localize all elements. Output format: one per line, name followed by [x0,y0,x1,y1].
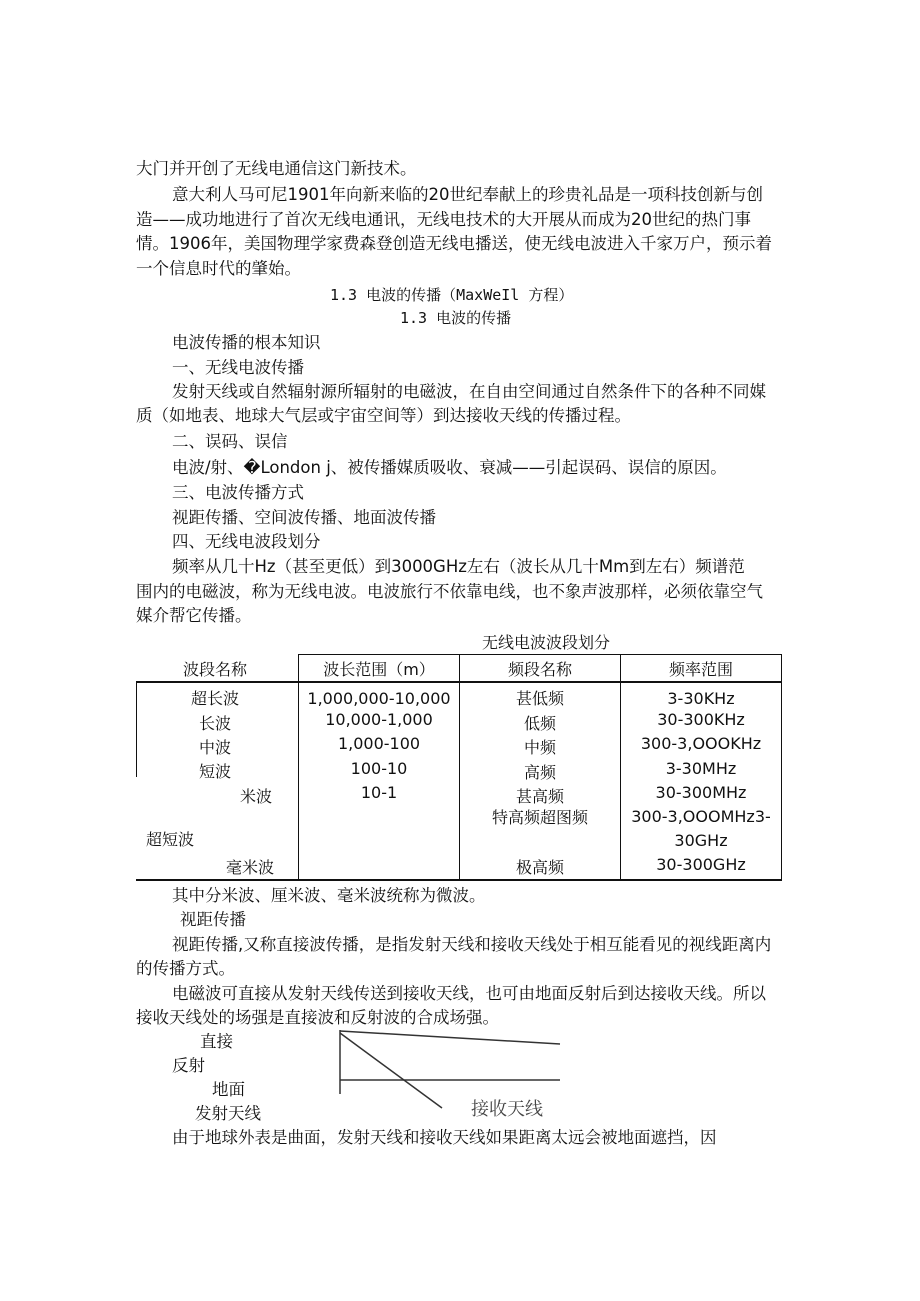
paragraph-line: 情。1906年，美国物理学家费森登创造无线电播送，使无线电波进入千家万户，预示着 [136,234,772,253]
section-title: 一、无线电波传播 [172,358,304,377]
table-cell: 30GHz [674,831,728,850]
table-cell: 300-3,OOOKHz [640,734,762,753]
body-text: 电波/射、�London j、被传播媒质吸收、衰减——引起误码、误信的原因。 [172,458,727,477]
table-cell: 高频 [523,763,556,782]
table-cell: 1,000-100 [337,734,421,753]
diagram-label-direct: 直接 [200,1032,233,1051]
direct-path-line [340,1031,560,1044]
paragraph-line: 意大利人马可尼1901年向新来临的20世纪奉献上的珍贵礼品是一项科技创新与创 [172,185,763,204]
table-cell: 30-300MHz [655,783,747,802]
table-cell: 30-300GHz [656,855,746,874]
intro-line: 大门并开创了无线电通信这门新技术。 [136,159,417,178]
table-cell: 甚高频 [515,787,564,806]
section-title: 视距传播 [180,910,246,929]
section-title: 三、电波传播方式 [172,483,304,502]
section-title: 二、误码、误信 [172,432,288,451]
table-cell: 甚低频 [515,689,564,708]
paragraph-line: 由于地球外表是曲面，发射天线和接收天线如果距离太远会被地面遮挡，因 [172,1128,717,1147]
table-left-rule [136,681,137,777]
table-cell: 极高频 [515,858,564,877]
paragraph-line: 接收天线处的场强是直接波和反射波的合成场强。 [136,1008,499,1027]
column-header: 频段名称 [507,660,572,679]
table-cell: 10-1 [360,783,398,802]
table-cell: 3-30KHz [667,689,735,708]
paragraph-line: 发射天线或自然辐射源所辐射的电磁波，在自由空间通过自然条件下的各种不同媒 [172,382,766,401]
body-text: 其中分米波、厘米波、毫米波统称为微波。 [172,886,486,905]
column-header: 频率范围 [668,660,733,679]
diagram-label-rx: 接收天线 [471,1099,543,1120]
table-cell: 特高频超图频 [491,808,588,827]
reflected-path-line [340,1033,442,1108]
table-cell: 超长波 [190,689,239,708]
table-cell: 30-300KHz [657,710,745,729]
column-header: 波长范围（m） [323,660,435,679]
table-cell: 长波 [198,714,231,733]
table-cell: 低频 [523,714,556,733]
table-cell: 300-3,OOOMHz3- [631,807,771,826]
table-caption: 无线电波波段划分 [481,633,610,652]
section-title: 四、无线电波段划分 [172,532,321,551]
paragraph-line: 频率从几十Hz（甚至更低）到3000GHz左右（波长从几十Mm到左右）频谱范 [172,557,745,576]
column-header: 波段名称 [182,660,247,679]
table-cell: 毫米波 [226,858,275,877]
paragraph-line: 质（如地表、地球大气层或宇宙空间等）到达接收天线的传播过程。 [136,406,631,425]
diagram-label-tx: 发射天线 [195,1104,261,1123]
paragraph-line: 电磁波可直接从发射天线传送到接收天线，也可由地面反射后到达接收天线。所以 [172,984,766,1003]
table-cell: 1,000,000-10,000 [307,689,451,708]
table-cell: 超短波 [146,830,195,849]
table-cell: 100-10 [350,759,408,778]
diagram-label-reflect: 反射 [172,1056,205,1075]
paragraph-line: 一个信息时代的肇始。 [136,259,301,278]
table-top-rule [298,654,782,655]
table-cell: 中波 [198,738,231,757]
table-right-rule [781,654,782,880]
section-subheading: 1.3 电波的传播 [400,309,512,327]
body-text: 电波传播的根本知识 [172,333,321,352]
table-cell: 米波 [240,787,273,806]
body-text: 视距传播、空间波传播、地面波传播 [172,508,436,527]
section-heading: 1.3 电波的传播（MaxWeIl 方程） [330,286,574,304]
paragraph-line: 的传播方式。 [136,959,235,978]
paragraph-line: 媒介帮它传播。 [136,606,252,625]
paragraph-line: 视距传播,又称直接波传播，是指发射天线和接收天线处于相互能看见的视线距离内 [172,935,772,954]
table-cell: 10,000-1,000 [325,710,433,729]
table-cell: 短波 [198,762,231,781]
table-cell: 3-30MHz [665,759,737,778]
paragraph-line: 围内的电磁波，称为无线电波。电波旅行不依靠电线，也不象声波那样，必须依靠空气 [136,582,763,601]
table-cell: 中频 [523,738,556,757]
diagram-label-ground: 地面 [212,1080,245,1099]
paragraph-line: 造——成功地进行了首次无线电通讯，无线电技术的大开展从而成为20世纪的热门事 [136,210,751,229]
